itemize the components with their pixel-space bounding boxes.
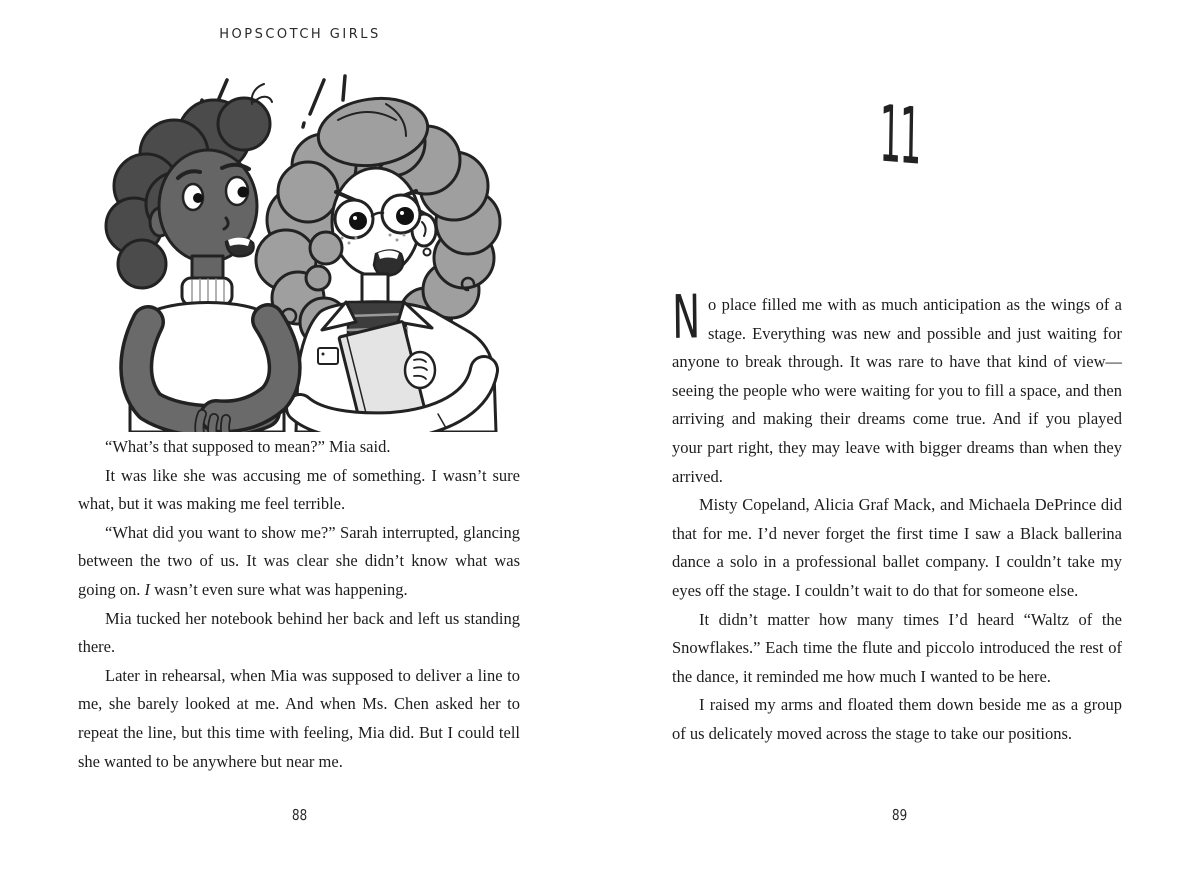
girl2-pupil [396,207,414,225]
illustration-svg [86,70,516,432]
paragraph [671,282,1122,491]
right-page-text [671,282,1122,749]
running-head: HOPSCOTCH GIRLS [219,27,381,42]
italic-text: I [144,579,150,599]
girl2-hand [405,352,435,388]
left-page-text [78,433,520,776]
paragraph [672,606,1122,692]
two-girls-illustration [86,70,516,432]
text-segment: o place filled me with as much anticipation as the wings of a stage. Everything was new and possible and just waiting for anyone to break through. It was rare to have that kind of view—seeing the people who were waiting for you to fill a space, and then arriving and making their dreams come true. And if you played your part right, they may leave with bigger dreams than when they arrived. [672,295,1122,486]
text-segment: I raised my arms and floated them down beside me as a group of us delicately moved across the stage to take our positions. [672,695,1122,743]
text-segment: It didn’t matter how many times I’d heard “Waltz of the Snowflakes.” Each time the flute and piccolo introduced the rest of the dance, it reminded me how much I wanted to be here. [672,609,1122,686]
paragraph [672,691,1122,748]
right-page [600,0,1200,872]
chapter-number: 11 [879,89,921,183]
girl1-turtleneck [182,278,232,305]
text-segment: Mia tucked her notebook behind her back and left us standing there. [78,608,520,657]
girl2-pupil [349,212,367,230]
girl2-earring [424,249,431,256]
girl1-pupil [193,193,203,203]
text-segment: Misty Copeland, Alicia Graf Mack, and Michaela DePrince did that for me. I’d never forget the first time I saw a Black ballerina dance a solo in a professional ballet company. I couldn’t take my eyes off the stage. I couldn’t wait to do that for someone else. [672,495,1122,600]
girl1-pupil [238,187,249,198]
paragraph [78,662,520,776]
text-segment: Later in rehearsal, when Mia was supposed to deliver a line to me, she barely looked at me. And when Ms. Chen asked her to repeat the line, but this time with feeling, Mia did. But I could tell she wanted to be anywhere but near me. [78,665,520,771]
paragraph [672,491,1122,605]
paragraph [78,462,520,519]
text-segment: wasn’t even sure what was happening. [149,579,408,599]
page-number-left: 88 [292,805,308,825]
page-number-right: 89 [892,805,908,825]
girl1-hand [199,414,226,432]
paragraph [78,605,520,662]
girl2-pocket [318,348,338,364]
text-segment: “What’s that supposed to mean?” Mia said. [105,437,391,456]
text-segment: “What did you want to show me?” Sarah interrupted, glancing between the two of us. It was clear she didn’t know what was going on. [78,522,520,599]
paragraph [78,519,520,605]
girl2-neck [362,274,388,304]
girl1-hair-tie [252,84,272,104]
drop-cap: N [671,282,701,353]
paragraph [78,433,520,462]
text-segment: It was like she was accusing me of something. I wasn’t sure what, but it was making me feel terrible. [78,465,520,514]
